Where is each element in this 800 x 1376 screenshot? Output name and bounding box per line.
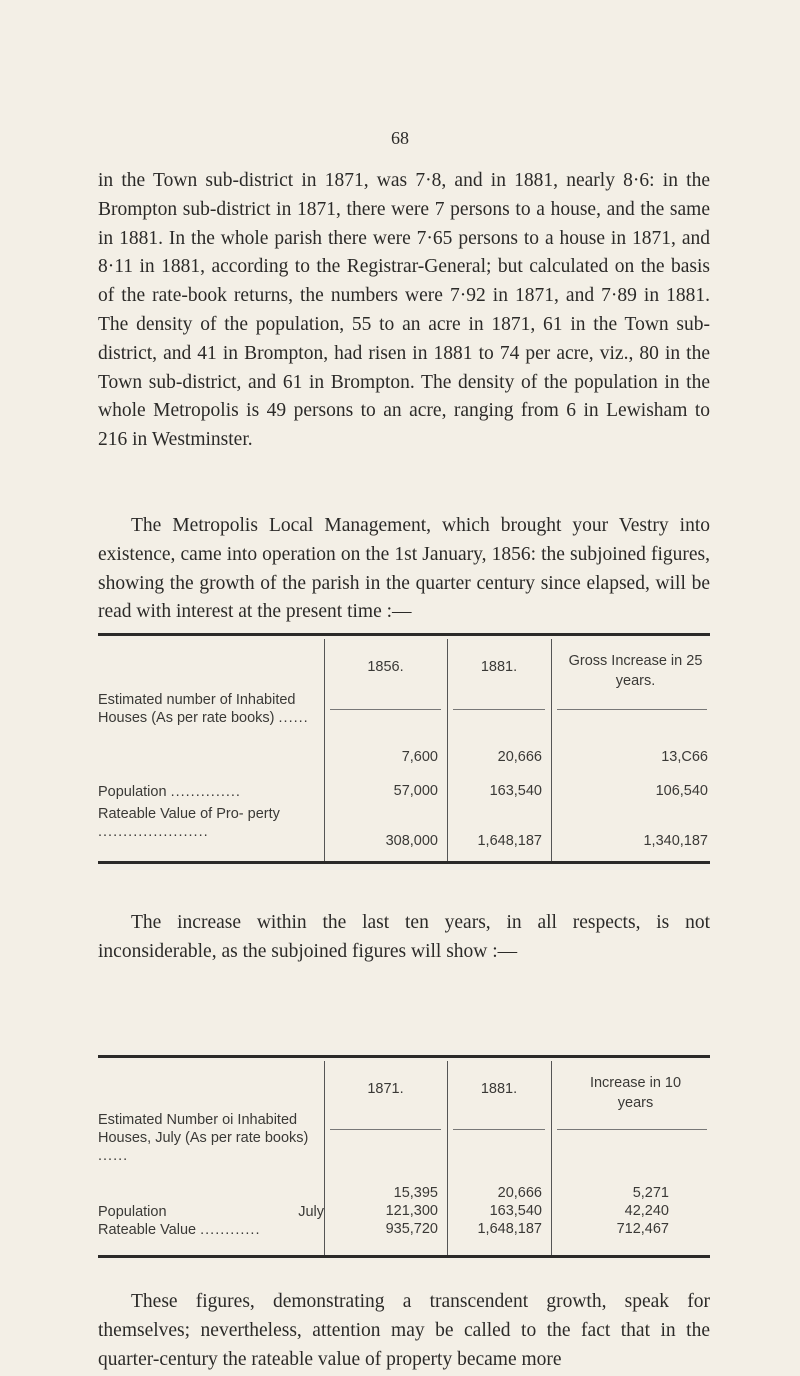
header-underline [330, 709, 441, 710]
row-label-text: Rateable Value of Pro- perty [98, 806, 280, 822]
cell-rateable-increase: 1,340,187 [643, 833, 708, 849]
header-underline [453, 1129, 545, 1130]
table-top-rule [98, 633, 710, 636]
cell-population-1881: 163,540 [489, 1203, 542, 1219]
header-underline [557, 1129, 707, 1130]
cell-population-1881: 163,540 [489, 783, 542, 799]
row-label-text: Estimated number of Inhabited Houses (As per rate books) [98, 692, 296, 726]
leader-dots: ...... [98, 1148, 129, 1164]
cell-population-increase: 106,540 [655, 783, 708, 799]
row-label-houses [98, 1111, 320, 1165]
cell-rateable-1881: 1,648,187 [477, 1221, 542, 1237]
leader-dots: ...... [278, 710, 309, 726]
cell-rateable-1871: 935,720 [385, 1221, 438, 1237]
row-label-population [98, 783, 320, 801]
leader-dots: ...................... [98, 824, 209, 840]
cell-houses-increase: 13,C66 [661, 749, 708, 765]
column-header-gross-increase: Gross Increase in 25 years. [568, 653, 703, 689]
row-label-text: Rateable Value [98, 1222, 197, 1238]
page-number: 68 [391, 128, 409, 148]
cell-population-1871: 121,300 [385, 1203, 438, 1219]
row-label-text: Estimated Number oi Inhabited Houses, July (As per rate books) [98, 1112, 309, 1146]
row-label-rateable-value [98, 805, 320, 841]
paragraph-ten-year-increase: The increase within the last ten years, in all respects, is not inconsiderable, as the subjoined figures will show :— [98, 912, 710, 962]
cell-houses-1881: 20,666 [497, 749, 542, 765]
header-underline [557, 709, 707, 710]
column-header-1881: 1881. [480, 659, 518, 675]
row-label-text: Population [98, 784, 167, 800]
header-underline [453, 709, 545, 710]
cell-houses-increase: 5,271 [632, 1185, 669, 1201]
cell-houses-1856: 7,600 [401, 749, 438, 765]
paragraph-density: in the Town sub-district in 1871, was 7·8, and in 1881, nearly 8·6: in the Brompton sub-district in 1871, there were 7 persons to a house, and the same in 1881. In the whole parish there were 7·65 persons to a house in 1871, and 8·11 in 1881, according to the Registrar-General; but calculated on the basis of the rate-book returns, the numbers were 7·92 in 1871, and 7·89 in 1881. The density of the population, 55 to an acre in 1871, 61 in the Town sub-district, and 41 in Brompton, had risen in 1881 to 74 per acre, viz., 80 in the Town sub-district, and 61 in Brompton. The density of the population in the whole Metropolis is 49 persons to an acre, ranging from 6 in Lewisham to 216 in Westminster. [98, 170, 710, 451]
cell-houses-1871: 15,395 [393, 1185, 438, 1201]
growth-table-1856-1881 [98, 633, 710, 869]
increase-table-1871-1881 [98, 1055, 710, 1263]
row-label-rateable-value [98, 1221, 320, 1239]
cell-houses-1881: 20,666 [497, 1185, 542, 1201]
column-header-1871: 1871. [367, 1081, 404, 1097]
leader-dots: ............ [200, 1222, 261, 1238]
row-label-houses [98, 691, 320, 727]
table-top-rule [98, 1055, 710, 1058]
column-header-1856: 1856. [367, 659, 404, 675]
row-label-text: Population July [98, 1204, 324, 1220]
table-bottom-rule [98, 861, 710, 864]
cell-rateable-1856: 308,000 [385, 833, 438, 849]
column-header-1881: 1881. [480, 1081, 518, 1097]
cell-rateable-increase: 712,467 [616, 1221, 669, 1237]
column-header-increase: Increase in 10 years [589, 1075, 682, 1111]
paragraph-metropolis-management: The Metropolis Local Management, which brought your Vestry into existence, came into operation on the 1st January, 1856: the subjoined figures, showing the growth of the parish in the quarter century since elapsed, will be read with interest at the present time :— [98, 515, 710, 623]
paragraph-transcendent-growth: These figures, demonstrating a transcendent growth, speak for themselves; nevertheless, attention may be called to the fact that in the quarter-century the rateable value of property became more [98, 1291, 710, 1370]
header-underline [330, 1129, 441, 1130]
cell-population-1856: 57,000 [393, 783, 438, 799]
leader-dots: .............. [170, 784, 241, 800]
row-label-population [98, 1203, 324, 1221]
cell-population-increase: 42,240 [624, 1203, 669, 1219]
table-bottom-rule [98, 1255, 710, 1258]
cell-rateable-1881: 1,648,187 [477, 833, 542, 849]
